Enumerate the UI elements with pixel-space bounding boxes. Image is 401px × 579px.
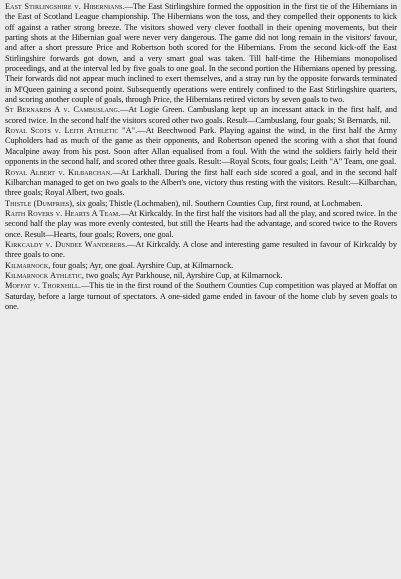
report-east-stirlingshire-hibernians: [5, 2, 397, 105]
report-heading: Moffat v. Thornhill.: [5, 281, 82, 291]
report-body: —This tie in the first round of the Southern Counties Cup competition was played at Moffat on Saturday, before a large turnout of spectators. A one-sided game ended in favour of the home club by seven goals to one.: [5, 281, 397, 311]
report-heading: East Stirlingshire v. Hibernians.: [5, 2, 125, 11]
report-kilmarnock-ayr: [5, 261, 397, 271]
report-body: two goals; Ayr Parkhouse, nil, Ayrshire Cup, at Kilmarnock.: [86, 270, 283, 280]
report-body: —At Logie Green. Cambuslang kept up an incessant attack in the first half, and scored twice. In the second half the visitors scored other two goals. Result—Cambuslang, four goals; St Bernards, nil.: [5, 105, 398, 125]
report-kirkcaldy-dundee-wanderers: [5, 240, 397, 261]
report-heading: Kirkcaldy v. Dundee Wanderers.: [5, 239, 128, 249]
report-heading: Thistle (Dumfries),: [5, 198, 75, 208]
report-kilmarnock-athletic-ayr-parkhouse: [5, 271, 397, 281]
report-st-bernards-cambuslang: [5, 105, 397, 126]
report-raith-rovers-hearts: [5, 209, 397, 240]
report-heading: Kilmarnock Athletic,: [5, 270, 85, 280]
report-body: —At Beechwood Park. Playing against the wind, in the first half the Army Cupholders had as much of the game as their opponents, and Robertson opened the scoring with a shot that found Macalpine away from his post. Soon after Allan equalised from a foul. With the wind the soldiers fairly held their opponents in the second half, and scored other three goals. Result:—Royal Scots, four goals; Leith "A" Team, one goal.: [5, 126, 397, 167]
report-body: six goals; Thistle (Lochmaben), nil. Southern Counties Cup, first round, at Lochmaben.: [76, 198, 363, 208]
report-body: —At Larkhall. During the first half each side scored a goal, and in the second half Kilbarchan managed to get on two goals to the Albert's one, victory thus resting with the visitors. Result:—Kilbarchan, three goals; Royal Albert, two goals.: [5, 167, 398, 198]
report-heading: Royal Scots v. Leith Athletic "A".: [5, 126, 138, 136]
report-body: —The East Stirlingshire formed the opposition in the first tie of the Hibernians in the East of Scotland League championship. The Hibernians won the toss, and they compelled their opponents to kick off against a rather strong breeze. The visitors showed very clever football in their opening movements, but their parting shots at the Hibernian goal were never very dangerous. The game did not long remain in the visitors' favour, and after a short pressure Price and Robertson both scored for the Hibernians. From the second kick-off the East Stirlingshire forwards got down, and a very smart goal was taken. Till half-time the Hibernians monopolised proceedings, and at the interval led by five goals to one goal. In the second portion the Hibernians opened by pressing. Their forwards did not appear much inclined to exert themselves, and a stray run by the opposite forwards terminated in M'Queen gaining a second point. Subsequently operations were entirely confined to the East Stirlingshire quarters, and scoring another couple of goals, through Price, the Hibernians retired victors by seven goals to two.: [5, 2, 397, 105]
report-body: —At Kirkcaldy. A close and interesting game resulted in favour of Kirkcaldy by three goals to one.: [5, 239, 397, 260]
report-heading: Kilmarnock,: [5, 260, 51, 270]
report-heading: Royal Albert v. Kilbarchan.: [5, 167, 113, 177]
report-royal-albert-kilbarchan: [5, 168, 397, 199]
report-moffat-thornhill: [5, 281, 397, 312]
report-heading: St Bernards A v. Cambuslang.: [5, 105, 121, 115]
report-royal-scots-leith-athletic: [5, 126, 397, 167]
report-body: —At Kirkcaldy. In the first half the visitors had all the play, and scored twice. In the second half the play was more evenly contested, but still the Hearts had the advantage, and scored twice to the Rovers once. Result—Hearts, four goals; Rovers, one goal.: [5, 208, 397, 239]
report-thistle-dumfries-lochmaben: [5, 199, 397, 209]
report-heading: Raith Rovers v. Hearts A Team.: [5, 208, 121, 218]
report-body: four goals; Ayr, one goal. Ayrshire Cup, at Kilmarnock.: [52, 260, 234, 270]
